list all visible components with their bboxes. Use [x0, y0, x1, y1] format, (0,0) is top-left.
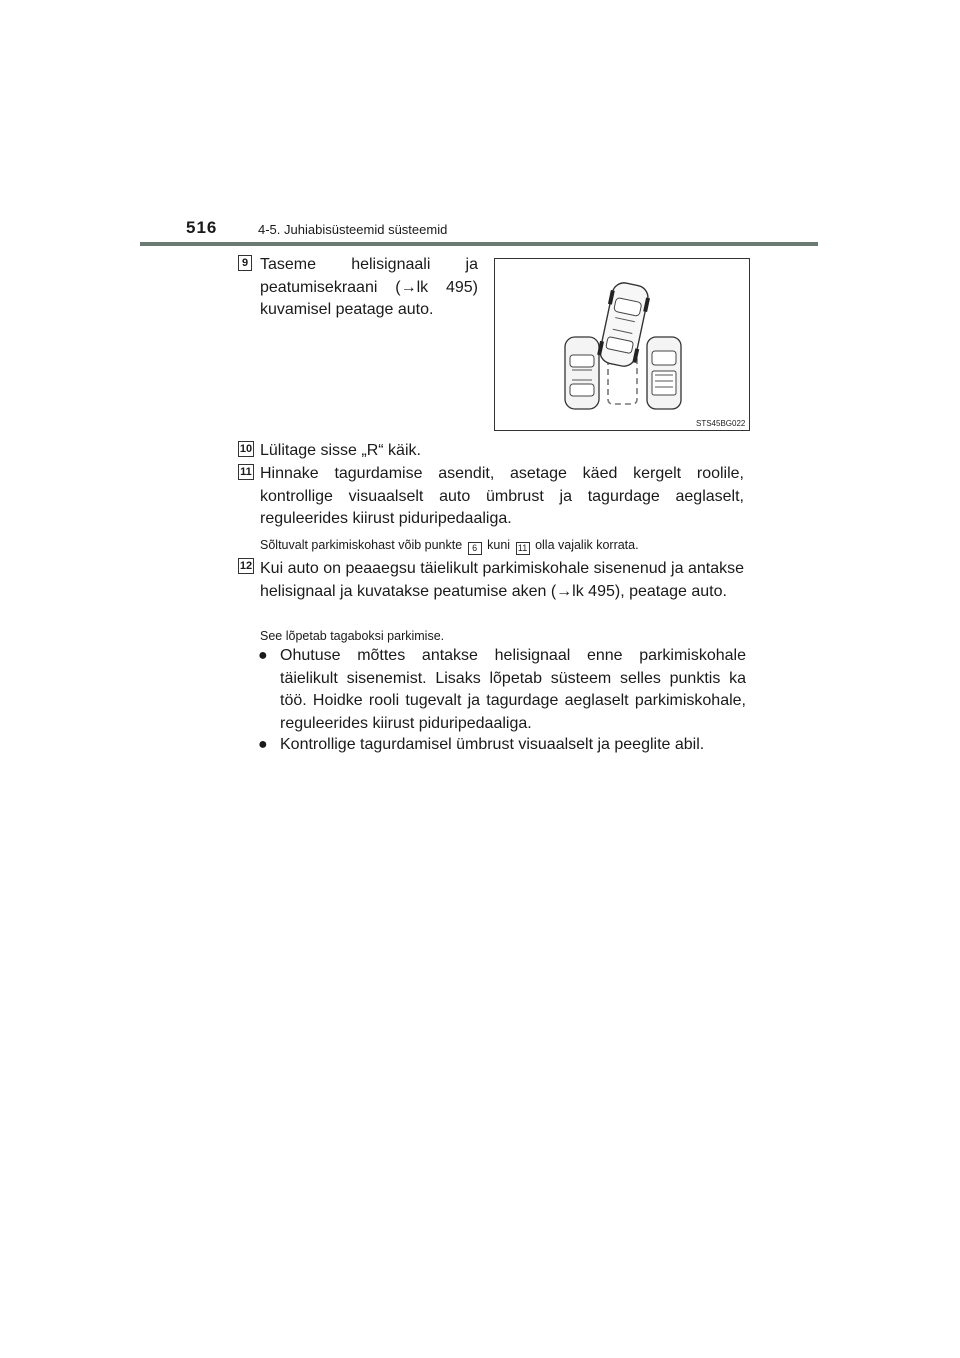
inline-badge-11: 11 — [516, 542, 530, 555]
bullet-item — [258, 645, 746, 735]
finish-note: See lõpetab tagaboksi parkimise. — [260, 629, 445, 643]
bullet-item — [258, 734, 746, 757]
page-number: 516 — [186, 218, 218, 237]
parking-diagram — [495, 259, 749, 430]
bullet-dot-icon: ● — [258, 736, 268, 753]
step-11-text: Hinnake tagurdamise asendit, asetage käed kergelt roolile, kontrollige visuaalselt auto ümbrust ja tagurdage aeglaselt, reguleerides kiirust piduripedaaliga. — [260, 465, 744, 527]
bullet-text: Ohutuse mõttes antakse helisignaal enne parkimiskohale täielikult sisenemist. Lisaks lõpetab süsteem selles punktis ka töö. Hoidke rooli tugevalt ja tagurdage aeglaselt parkimiskohale, reguleerides kiirust piduripedaaliga. — [280, 647, 746, 732]
repeat-note-middle: kuni — [487, 538, 511, 552]
header-rule — [140, 242, 818, 246]
bullet-text: Kontrollige tagurdamisel ümbrust visuaalselt ja peeglite abil. — [280, 736, 705, 753]
left-parked-car — [565, 337, 599, 409]
right-parked-car — [647, 337, 681, 409]
bullet-dot-icon: ● — [258, 647, 268, 664]
repeat-note-after: olla vajalik korrata. — [535, 538, 639, 552]
repeat-note — [260, 538, 639, 555]
parking-illustration — [494, 258, 750, 431]
figure-code: STS45BG022 — [696, 419, 746, 428]
repeat-note-before: Sõltuvalt parkimiskohast võib punkte — [260, 538, 463, 552]
step-badge-10: 10 — [239, 443, 253, 455]
step-badge-12: 12 — [239, 560, 253, 572]
step-badge-9: 9 — [238, 255, 252, 271]
section-title: 4-5. Juhiabisüsteemid süsteemid — [258, 222, 448, 237]
reversing-car — [596, 280, 652, 369]
step-badge-11: 11 — [238, 464, 254, 480]
inline-badge-6: 6 — [468, 542, 482, 555]
step-9-text: Taseme helisignaali ja peatumisekraani (→lk 495) kuvamisel peatage auto. — [260, 256, 478, 318]
step-12-text: Kui auto on peaaegsu täielikult parkimiskohale sisenenud ja antakse helisignaal ja kuvatakse peatumise aken (→lk 495), peatage auto. — [260, 560, 744, 600]
step-10-text: Lülitage sisse „R“ käik. — [260, 442, 421, 459]
